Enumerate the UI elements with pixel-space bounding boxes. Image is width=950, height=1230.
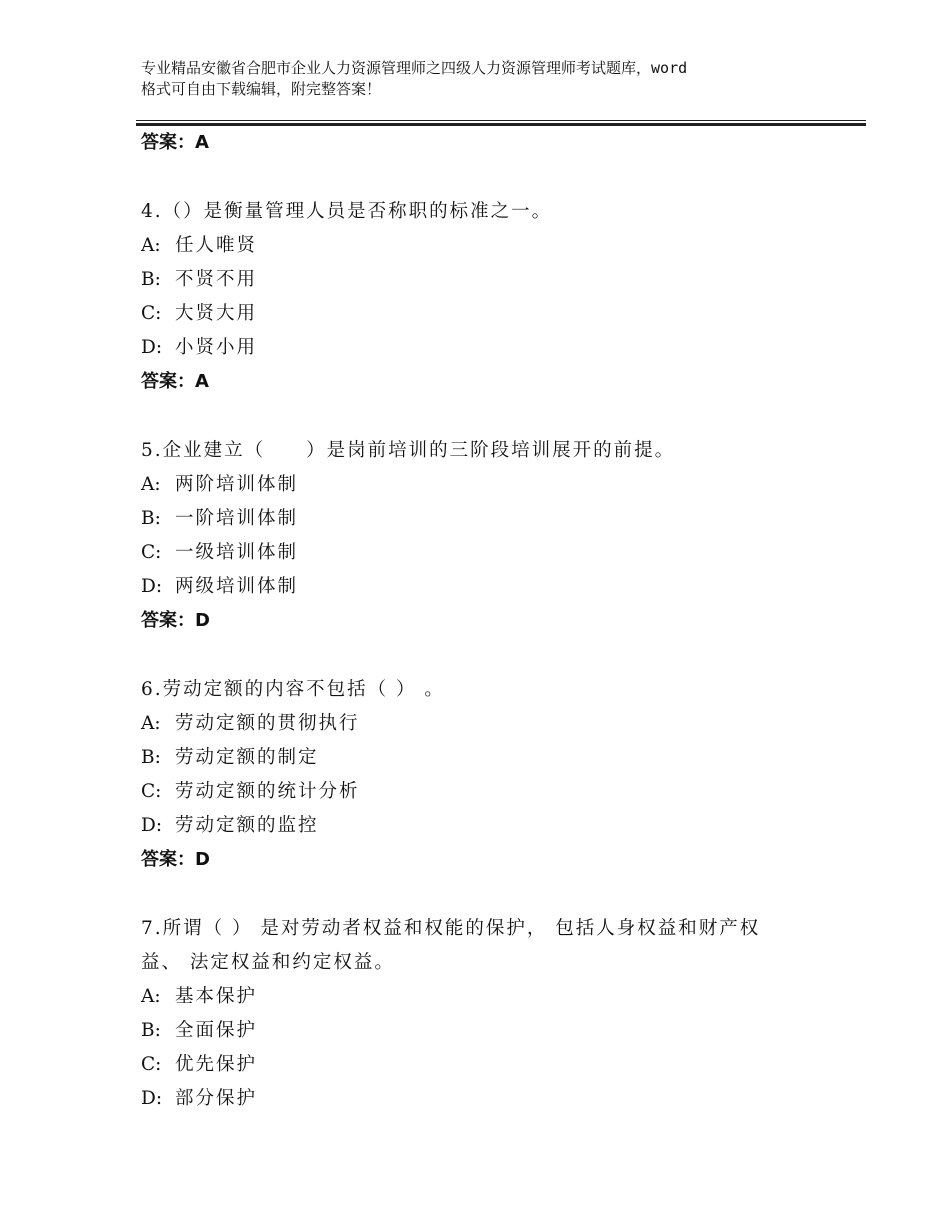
option-label: A:: [141, 986, 161, 1007]
option-label: D:: [141, 815, 163, 836]
option-text: 一阶培训体制: [175, 508, 299, 529]
option-label: A:: [141, 713, 161, 734]
question-5-stem: 5.企业建立（ ）是岗前培训的三阶段培训展开的前提。: [141, 440, 676, 461]
question-6-option-c: [141, 780, 360, 804]
question-7-option-c: [141, 1053, 257, 1077]
question-5-answer: [141, 609, 210, 633]
answer-value: D: [195, 610, 210, 631]
question-7-option-b: [141, 1019, 257, 1043]
option-label: D:: [141, 337, 163, 358]
option-label: D:: [141, 1088, 163, 1109]
question-4-option-b: [141, 268, 257, 292]
option-text: 劳动定额的统计分析: [175, 781, 360, 802]
question-4-answer: [141, 370, 209, 394]
option-label: B:: [141, 1020, 161, 1041]
question-4-option-d: [141, 336, 257, 360]
question-6-option-a: [141, 712, 360, 736]
question-6-stem: 6.劳动定额的内容不包括（ ） 。: [141, 679, 445, 700]
question-5-option-c: [141, 541, 298, 565]
option-text: 小贤小用: [175, 337, 258, 358]
header-rule-thin: [136, 120, 866, 121]
option-text: 两阶培训体制: [175, 474, 299, 495]
question-7-option-d: [141, 1087, 257, 1111]
option-label: C:: [141, 542, 162, 563]
question-4-option-a: [141, 234, 257, 258]
answer-prefix: 答案：: [141, 849, 195, 870]
question-7-option-a: [141, 985, 257, 1009]
answer-prefix: 答案：: [141, 610, 195, 631]
question-4-option-c: [141, 302, 257, 326]
option-text: 优先保护: [175, 1054, 258, 1075]
option-label: A:: [141, 474, 161, 495]
answer-prefix: 答案：: [141, 371, 195, 392]
option-label: B:: [141, 508, 161, 529]
question-7-stem-line-1: 7.所谓（ ） 是对劳动者权益和权能的保护， 包括人身权益和财产权: [141, 918, 761, 939]
option-text: 劳动定额的贯彻执行: [175, 713, 360, 734]
option-label: B:: [141, 269, 161, 290]
header-line-1: 专业精品安徽省合肥市企业人力资源管理师之四级人力资源管理师考试题库，word: [141, 59, 688, 77]
option-label: C:: [141, 303, 162, 324]
option-label: C:: [141, 1054, 162, 1075]
option-text: 劳动定额的制定: [175, 747, 319, 768]
document-header: [141, 58, 831, 100]
question-5-option-b: [141, 507, 298, 531]
option-label: C:: [141, 781, 162, 802]
answer-prefix: 答案：: [141, 132, 195, 153]
option-text: 大贤大用: [175, 303, 258, 324]
header-rule-thick: [136, 123, 866, 126]
answer-value: D: [195, 849, 210, 870]
option-text: 两级培训体制: [175, 576, 299, 597]
header-line-2: 格式可自由下载编辑，附完整答案！: [141, 80, 382, 98]
option-text: 任人唯贤: [175, 235, 258, 256]
option-text: 不贤不用: [175, 269, 258, 290]
question-6-option-d: [141, 814, 319, 838]
question-6-answer: [141, 848, 210, 872]
option-label: B:: [141, 747, 161, 768]
option-text: 部分保护: [175, 1088, 258, 1109]
option-text: 劳动定额的监控: [175, 815, 319, 836]
question-5-option-a: [141, 473, 298, 497]
question-5-option-d: [141, 575, 298, 599]
answer-line-3: [141, 131, 209, 155]
answer-value: A: [195, 132, 209, 153]
option-text: 基本保护: [175, 986, 258, 1007]
question-6-option-b: [141, 746, 319, 770]
option-label: A:: [141, 235, 161, 256]
option-text: 一级培训体制: [175, 542, 299, 563]
question-4-stem: 4.（）是衡量管理人员是否称职的标准之一。: [141, 201, 553, 222]
option-text: 全面保护: [175, 1020, 258, 1041]
question-7-stem-line-2: 益、 法定权益和约定权益。: [141, 952, 395, 973]
option-label: D:: [141, 576, 163, 597]
answer-value: A: [195, 371, 209, 392]
